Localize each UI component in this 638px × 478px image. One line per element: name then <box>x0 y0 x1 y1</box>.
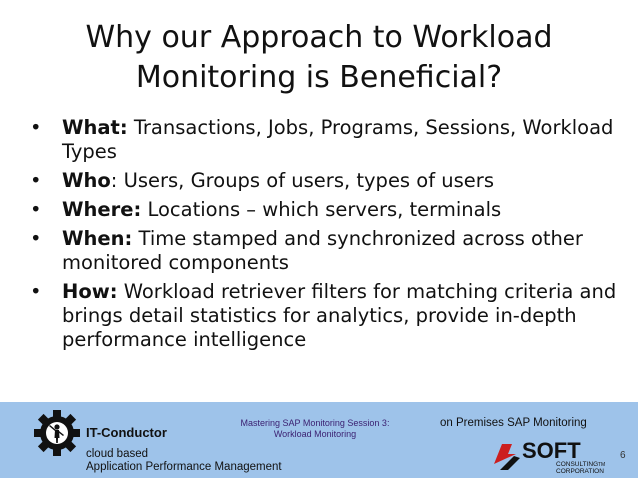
brand-name: IT-Conductor <box>86 425 167 440</box>
bullet-icon: • <box>30 280 42 303</box>
bullet-icon: • <box>30 227 42 250</box>
session-title <box>230 418 400 440</box>
bullet-what <box>22 116 622 164</box>
bullet-icon: • <box>30 116 42 139</box>
bullet-label: Where: <box>62 198 142 221</box>
session-line-2: Workload Monitoring <box>273 429 357 439</box>
bullet-label: Who <box>62 169 111 192</box>
soft-consulting-logo <box>490 436 610 474</box>
logo-tm: TM <box>598 462 606 468</box>
gear-icon <box>34 410 80 456</box>
bullet-icon: • <box>30 169 42 192</box>
logo-sub-1: CONSULTING <box>556 461 599 468</box>
logo-sub-2: CORPORATION <box>556 468 604 474</box>
onprem-label: on Premises SAP Monitoring <box>440 417 587 429</box>
bullet-text: Workload retriever filters for matching criteria and brings detail statistics for analytics, provide in-depth performance intelligence <box>62 280 617 351</box>
session-line-1: Mastering SAP Monitoring Session 3: <box>240 418 390 428</box>
bullet-text: Locations – which servers, terminals <box>141 198 502 221</box>
bullet-icon: • <box>30 198 42 221</box>
bullet-list <box>22 116 622 357</box>
slide-title: Why our Approach to Workload Monitoring is Beneficial? <box>85 20 553 95</box>
bullet-who <box>22 169 622 193</box>
brand-tagline-2: Application Performance Management <box>86 461 282 473</box>
bullet-text: Time stamped and synchronized across other monitored components <box>62 227 583 274</box>
logo-text: SOFT <box>522 438 581 463</box>
brand-tagline-1: cloud based <box>86 448 149 460</box>
bullet-text: : Users, Groups of users, types of users <box>110 169 494 192</box>
bullet-when <box>22 227 622 275</box>
bullet-label: When: <box>62 227 133 250</box>
bullet-where <box>22 198 622 222</box>
bullet-how <box>22 280 622 352</box>
bullet-label: What: <box>62 116 128 139</box>
page-number: 6 <box>620 450 626 461</box>
bullet-text: Transactions, Jobs, Programs, Sessions, Workload Types <box>62 116 614 163</box>
bullet-label: How: <box>62 280 118 303</box>
